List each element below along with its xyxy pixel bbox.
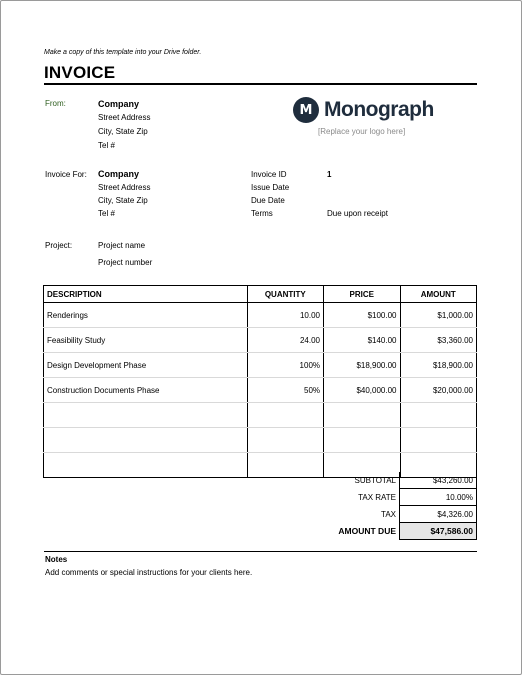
project-name: Project name bbox=[98, 241, 146, 250]
terms-value: Due upon receipt bbox=[327, 209, 388, 218]
item-price: $40,000.00 bbox=[324, 378, 400, 403]
logo-placeholder: [Replace your logo here] bbox=[318, 127, 406, 136]
template-instruction: Make a copy of this template into your Drive folder. bbox=[44, 49, 202, 56]
item-price: $140.00 bbox=[324, 328, 400, 353]
from-city: City, State Zip bbox=[98, 127, 148, 136]
totals-table bbox=[325, 472, 477, 540]
subtotal-value[interactable]: $43,260.00 bbox=[400, 472, 477, 489]
invoice-for-city: City, State Zip bbox=[98, 196, 148, 205]
invoice-for-street: Street Address bbox=[98, 183, 151, 192]
table-row-empty[interactable] bbox=[44, 428, 477, 453]
item-amount bbox=[400, 403, 477, 428]
table-row[interactable] bbox=[44, 328, 477, 353]
item-quantity: 100% bbox=[247, 353, 324, 378]
from-company: Company bbox=[98, 99, 140, 109]
issue-date-label: Issue Date bbox=[251, 183, 290, 192]
item-quantity bbox=[247, 403, 324, 428]
tax-rate-row bbox=[325, 489, 477, 506]
logo-name: Monograph bbox=[324, 98, 434, 121]
terms-label: Terms bbox=[251, 209, 273, 218]
subtotal-label: SUBTOTAL bbox=[354, 475, 396, 485]
project-label: Project: bbox=[45, 241, 73, 250]
invoice-for-tel: Tel # bbox=[98, 209, 115, 218]
from-label: From: bbox=[45, 99, 66, 108]
due-date-label: Due Date bbox=[251, 196, 285, 205]
table-row[interactable] bbox=[44, 378, 477, 403]
page-title: INVOICE bbox=[44, 63, 116, 82]
item-description bbox=[44, 403, 248, 428]
line-items-table bbox=[43, 285, 477, 478]
item-description: Construction Documents Phase bbox=[44, 378, 248, 403]
item-quantity: 24.00 bbox=[247, 328, 324, 353]
company-logo[interactable] bbox=[293, 97, 434, 123]
invoice-for-label: Invoice For: bbox=[45, 170, 87, 179]
item-description: Renderings bbox=[44, 303, 248, 328]
item-price bbox=[324, 403, 400, 428]
subtotal-row bbox=[325, 472, 477, 489]
item-amount: $1,000.00 bbox=[400, 303, 477, 328]
project-number: Project number bbox=[98, 258, 153, 267]
invoice-for-company: Company bbox=[98, 169, 140, 179]
item-price: $18,900.00 bbox=[324, 353, 400, 378]
item-description: Feasibility Study bbox=[44, 328, 248, 353]
header-price: PRICE bbox=[324, 286, 400, 303]
monograph-logo-icon: M bbox=[293, 97, 319, 123]
header-quantity: QUANTITY bbox=[247, 286, 324, 303]
item-description: Design Development Phase bbox=[44, 353, 248, 378]
notes-divider bbox=[44, 551, 477, 552]
amount-due-value[interactable]: $47,586.00 bbox=[400, 523, 477, 540]
item-description bbox=[44, 453, 248, 478]
table-row[interactable] bbox=[44, 303, 477, 328]
item-quantity: 10.00 bbox=[247, 303, 324, 328]
header-amount: AMOUNT bbox=[400, 286, 477, 303]
item-quantity bbox=[247, 453, 324, 478]
table-row-empty[interactable] bbox=[44, 403, 477, 428]
tax-row bbox=[325, 506, 477, 523]
item-price bbox=[324, 428, 400, 453]
from-street: Street Address bbox=[98, 113, 151, 122]
notes-heading: Notes bbox=[45, 555, 68, 564]
item-price: $100.00 bbox=[324, 303, 400, 328]
invoice-id-label: Invoice ID bbox=[251, 170, 287, 179]
notes-text[interactable]: Add comments or special instructions for your clients here. bbox=[45, 568, 253, 577]
item-quantity bbox=[247, 428, 324, 453]
item-amount bbox=[400, 428, 477, 453]
tax-rate-value[interactable]: 10.00% bbox=[400, 489, 477, 506]
item-amount: $20,000.00 bbox=[400, 378, 477, 403]
item-amount: $3,360.00 bbox=[400, 328, 477, 353]
item-amount: $18,900.00 bbox=[400, 353, 477, 378]
item-quantity: 50% bbox=[247, 378, 324, 403]
tax-rate-label: TAX RATE bbox=[358, 492, 396, 502]
tax-value[interactable]: $4,326.00 bbox=[400, 506, 477, 523]
table-header-row bbox=[44, 286, 477, 303]
invoice-id-value: 1 bbox=[327, 170, 332, 179]
amount-due-label: AMOUNT DUE bbox=[338, 526, 396, 536]
tax-label: TAX bbox=[381, 509, 396, 519]
table-row[interactable] bbox=[44, 353, 477, 378]
amount-due-row bbox=[325, 523, 477, 540]
header-description: DESCRIPTION bbox=[44, 286, 248, 303]
from-tel: Tel # bbox=[98, 141, 115, 150]
title-divider bbox=[44, 83, 477, 85]
item-description bbox=[44, 428, 248, 453]
